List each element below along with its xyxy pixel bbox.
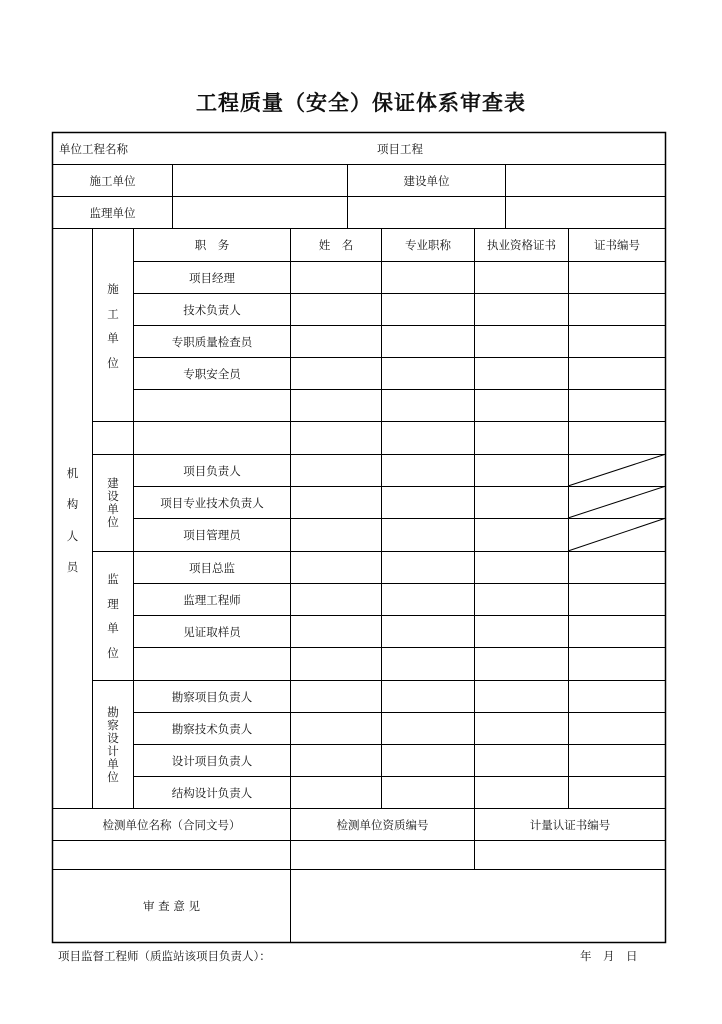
role-survey-project-lead: 勘察项目负责人 bbox=[171, 689, 253, 704]
org-personnel-label bbox=[53, 449, 92, 591]
group-label-char: 位 bbox=[107, 769, 119, 784]
role-build-technical-lead: 项目专业技术负责人 bbox=[160, 495, 264, 510]
group-label-char: 位 bbox=[107, 646, 119, 661]
metrology-cert-label: 计量认证书编号 bbox=[529, 817, 611, 832]
project-name-label: 单位工程名称 bbox=[59, 141, 128, 156]
group-label-char: 理 bbox=[107, 596, 119, 611]
org-label-char: 人 bbox=[66, 528, 79, 543]
column-header-position: 职 务 bbox=[194, 238, 230, 252]
group-label-char: 单 bbox=[107, 756, 119, 771]
role-structural-design-lead: 结构设计负责人 bbox=[171, 785, 253, 800]
survey-design-group-label bbox=[93, 681, 133, 808]
group-label-char: 设 bbox=[107, 489, 119, 503]
date-label: 年 月 日 bbox=[580, 949, 638, 963]
column-header-qualification: 执业资格证书 bbox=[487, 238, 556, 252]
role-sampling-witness: 见证取样员 bbox=[183, 624, 241, 639]
group-label-char: 计 bbox=[107, 743, 119, 758]
construction-unit-label: 施工单位 bbox=[89, 173, 136, 188]
column-header-name: 姓 名 bbox=[318, 238, 354, 252]
signer-label: 项目监督工程师（质监站该项目负责人）： bbox=[58, 949, 271, 963]
role-technical-lead: 技术负责人 bbox=[183, 302, 241, 317]
group-label-char: 位 bbox=[107, 515, 119, 529]
group-label-char: 单 bbox=[107, 331, 119, 346]
testing-qualification-label: 检测单位资质编号 bbox=[336, 817, 429, 832]
group-label-char: 建 bbox=[107, 476, 119, 490]
role-build-administrator: 项目管理员 bbox=[183, 528, 241, 542]
construction-group-label bbox=[93, 272, 133, 380]
group-label-char: 察 bbox=[107, 717, 119, 732]
column-header-title: 专业职称 bbox=[405, 238, 451, 252]
group-label-char: 设 bbox=[107, 730, 119, 745]
build-unit-label: 建设单位 bbox=[403, 173, 450, 188]
review-opinion-label: 审 查 意 见 bbox=[143, 899, 200, 913]
role-supervision-engineer: 监理工程师 bbox=[183, 592, 241, 607]
group-label-char: 监 bbox=[107, 571, 119, 586]
group-label-char: 勘 bbox=[107, 704, 119, 719]
supervision-unit-label: 监理单位 bbox=[89, 205, 136, 220]
group-label-char: 单 bbox=[107, 621, 119, 636]
page-title: 工程质量（安全）保证体系审查表 bbox=[196, 91, 526, 115]
role-quality-inspector: 专职质量检查员 bbox=[171, 334, 253, 349]
role-build-project-lead: 项目负责人 bbox=[183, 463, 241, 478]
group-label-char: 工 bbox=[107, 306, 119, 321]
supervision-group-label bbox=[93, 562, 133, 670]
column-header-cert-number: 证书编号 bbox=[594, 238, 640, 252]
role-project-manager: 项目经理 bbox=[189, 270, 235, 285]
org-label-char: 构 bbox=[66, 497, 79, 512]
role-safety-officer: 专职安全员 bbox=[183, 366, 241, 381]
build-group-label bbox=[93, 455, 133, 551]
org-label-char: 员 bbox=[66, 560, 79, 575]
org-label-char: 机 bbox=[66, 465, 79, 480]
role-design-project-lead: 设计项目负责人 bbox=[171, 753, 253, 768]
group-label-char: 施 bbox=[107, 281, 119, 296]
role-survey-technical-lead: 勘察技术负责人 bbox=[171, 721, 253, 736]
project-name-value: 项目工程 bbox=[377, 141, 423, 156]
role-chief-supervisor: 项目总监 bbox=[189, 560, 235, 575]
group-label-char: 位 bbox=[107, 356, 119, 371]
testing-unit-name-label: 检测单位名称（合同文号） bbox=[102, 817, 241, 832]
group-label-char: 单 bbox=[107, 502, 119, 516]
